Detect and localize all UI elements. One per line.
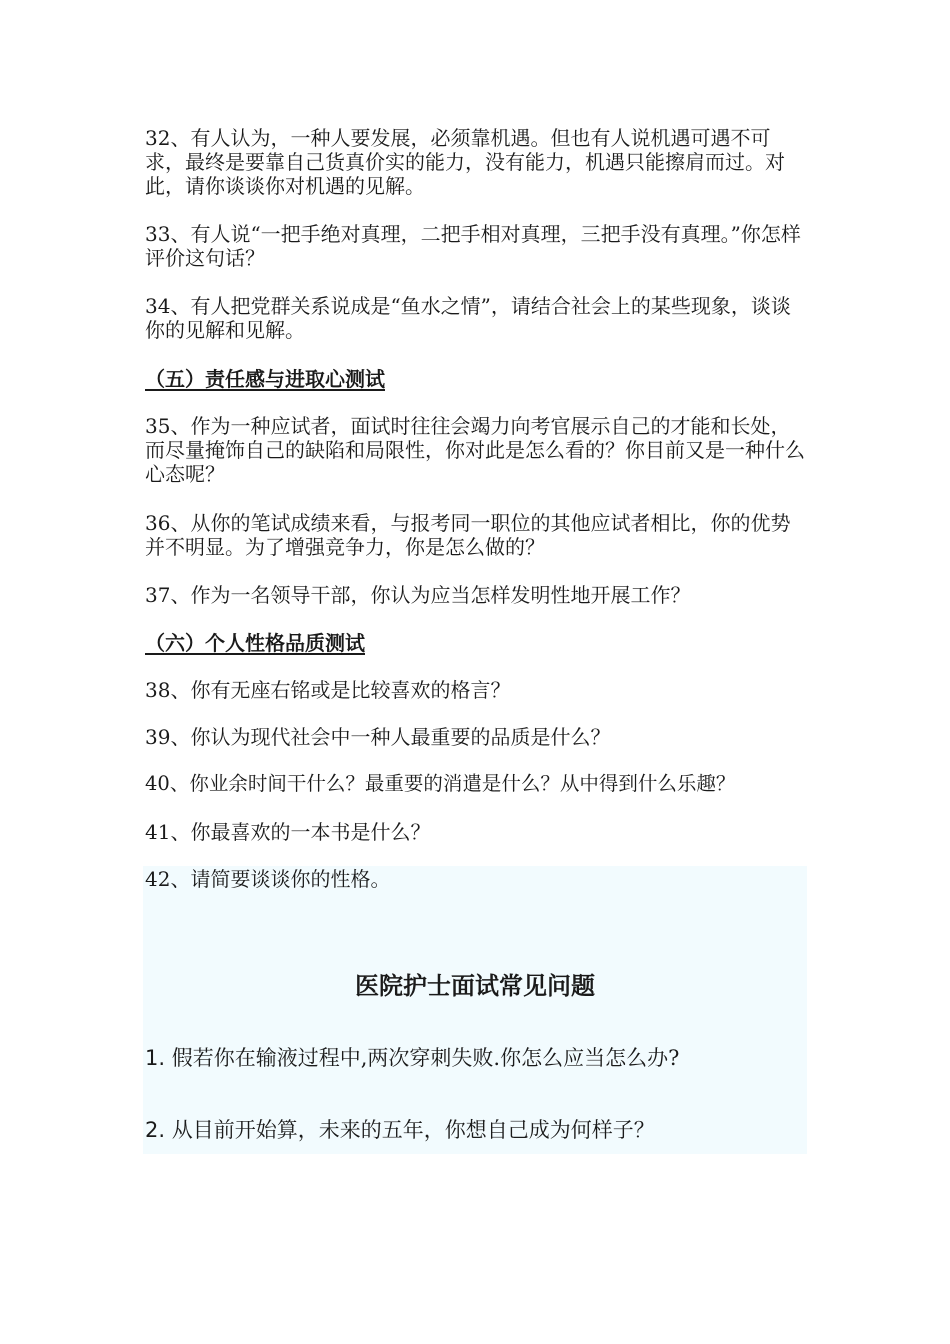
question-35: 35、作为一种应试者，面试时往往会竭力向考官展示自己的才能和长处，而尽量掩饰自己的缺陷和局限性，你对此是怎么看的？你目前又是一种什么心态呢？ [145,414,805,486]
question-text: 从目前开始算，未来的五年，你想自己成为何样子？ [171,1118,655,1142]
question-33: 33、有人说“一把手绝对真理，二把手相对真理，三把手没有真理。”你怎样评价这句话？ [145,222,801,270]
question-37: 37、作为一名领导干部，你认为应当怎样发明性地开展工作？ [145,583,691,607]
nurse-question-1 [145,1045,679,1071]
question-32: 32、有人认为，一种人要发展，必须靠机遇。但也有人说机遇可遇不可求，最终是要靠自己货真价实的能力，没有能力，机遇只能擦肩而过。对此，请你谈谈你对机遇的见解。 [145,126,785,198]
question-42: 42、请简要谈谈你的性格。 [145,867,391,891]
question-number: 1. [145,1046,166,1070]
question-34: 34、有人把党群关系说成是“鱼水之情”，请结合社会上的某些现象，谈谈你的见解和见解。 [145,294,791,342]
question-41: 41、你最喜欢的一本书是什么？ [145,820,431,844]
question-38: 38、你有无座右铭或是比较喜欢的格言？ [145,678,511,702]
question-39: 39、你认为现代社会中一种人最重要的品质是什么？ [145,725,611,749]
question-36: 36、从你的笔试成绩来看，与报考同一职位的其他应试者相比，你的优势并不明显。为了增强竞争力，你是怎么做的？ [145,511,791,559]
question-text: 假若你在输液过程中,两次穿刺失败.你怎么应当怎么办? [171,1046,680,1070]
nurse-interview-title: 医院护士面试常见问题 [355,971,595,1000]
question-40: 40、你业余时间干什么？最重要的消遣是什么？从中得到什么乐趣？ [145,772,736,795]
section-heading-5: （五）责任感与进取心测试 [145,367,385,391]
question-number: 2. [145,1118,166,1142]
highlight-panel [143,866,807,1154]
nurse-question-2 [145,1117,655,1143]
section-heading-6: （六）个人性格品质测试 [145,631,365,655]
